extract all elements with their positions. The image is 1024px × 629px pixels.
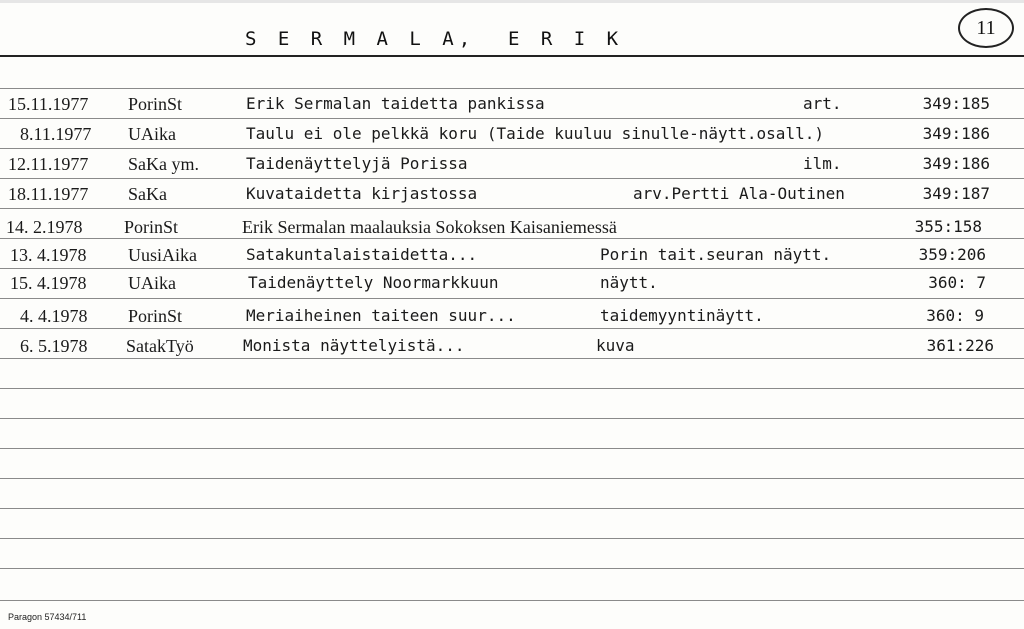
ruled-line (0, 448, 1024, 449)
entry-source: SatakTyö (126, 336, 194, 356)
entry-title: Kuvataidetta kirjastossa (246, 184, 478, 203)
list-item (0, 182, 1024, 206)
ruled-line (0, 208, 1024, 209)
printer-imprint: Paragon 57434/711 (8, 612, 87, 622)
entry-source: PorinSt (128, 94, 183, 114)
ruled-line (0, 148, 1024, 149)
list-item (0, 92, 1024, 116)
entry-ref: 349:185 (922, 94, 990, 113)
entry-source: SaKa ym. (128, 154, 199, 174)
ruled-line (0, 268, 1024, 269)
entry-ref: 355:158 (914, 217, 982, 236)
card-number: 11 (976, 16, 996, 39)
entry-date: 15.11.1977 (8, 94, 89, 114)
entry-type: kuva (596, 336, 635, 355)
ruled-line (0, 298, 1024, 299)
list-item (0, 152, 1024, 176)
list-item (0, 215, 1024, 239)
entry-title: Taidenäyttelyjä Porissa (246, 154, 468, 173)
entry-date: 4. 4.1978 (20, 306, 88, 326)
card-top-edge (0, 0, 1024, 3)
entry-date: 8.11.1977 (20, 124, 92, 144)
entry-date: 18.11.1977 (8, 184, 89, 204)
entry-date: 6. 5.1978 (20, 336, 88, 356)
entry-source: UusiAika (128, 245, 197, 265)
card-number-badge (958, 8, 1014, 48)
ruled-line (0, 478, 1024, 479)
list-item (0, 122, 1024, 146)
entry-title: Taidenäyttely Noormarkkuun (248, 273, 499, 292)
entry-ref: 349:187 (922, 184, 990, 203)
entry-source: UAika (128, 273, 176, 293)
ruled-line (0, 538, 1024, 539)
entry-type: Porin tait.seuran näytt. (600, 245, 832, 264)
ruled-line (0, 178, 1024, 179)
entry-type: art. (803, 94, 842, 113)
entry-title: Meriaiheinen taiteen suur... (246, 306, 516, 325)
entry-ref: 349:186 (922, 154, 990, 173)
entry-type: ilm. (803, 154, 842, 173)
entry-ref: 359:206 (918, 245, 986, 264)
entry-ref: 349:186 (922, 124, 990, 143)
entry-title: Taulu ei ole pelkkä koru (Taide kuuluu sinulle-näytt.osall.) (246, 124, 824, 143)
entry-type: taidemyyntinäytt. (600, 306, 764, 325)
entry-ref: 360: 7 (928, 273, 986, 292)
ruled-line (0, 568, 1024, 569)
entry-source: UAika (128, 124, 176, 144)
list-item (0, 334, 1024, 358)
header-rule (0, 55, 1024, 57)
entry-type: arv.Pertti Ala-Outinen (633, 184, 845, 203)
entry-title: Erik Sermalan maalauksia Sokoksen Kaisaniemessä (242, 217, 617, 237)
entry-date: 13. 4.1978 (10, 245, 87, 265)
card-title: S E R M A L A, E R I K (245, 28, 624, 50)
ruled-line (0, 508, 1024, 509)
list-item (0, 271, 1024, 295)
entry-source: PorinSt (128, 306, 183, 326)
entry-source: PorinSt (124, 217, 179, 237)
entry-ref: 360: 9 (926, 306, 984, 325)
ruled-line (0, 600, 1024, 601)
ruled-line (0, 328, 1024, 329)
entry-type: näytt. (600, 273, 658, 292)
ruled-line (0, 88, 1024, 89)
ruled-line (0, 358, 1024, 359)
ruled-line (0, 118, 1024, 119)
list-item (0, 304, 1024, 328)
entry-source: SaKa (128, 184, 167, 204)
entry-title: Erik Sermalan taidetta pankissa (246, 94, 545, 113)
entry-date: 14. 2.1978 (6, 217, 83, 237)
entry-title: Monista näyttelyistä... (243, 336, 465, 355)
entry-title: Satakuntalaistaidetta... (246, 245, 478, 264)
entry-date: 12.11.1977 (8, 154, 89, 174)
entry-ref: 361:226 (926, 336, 994, 355)
ruled-line (0, 388, 1024, 389)
ruled-line (0, 418, 1024, 419)
list-item (0, 243, 1024, 267)
entry-date: 15. 4.1978 (10, 273, 87, 293)
